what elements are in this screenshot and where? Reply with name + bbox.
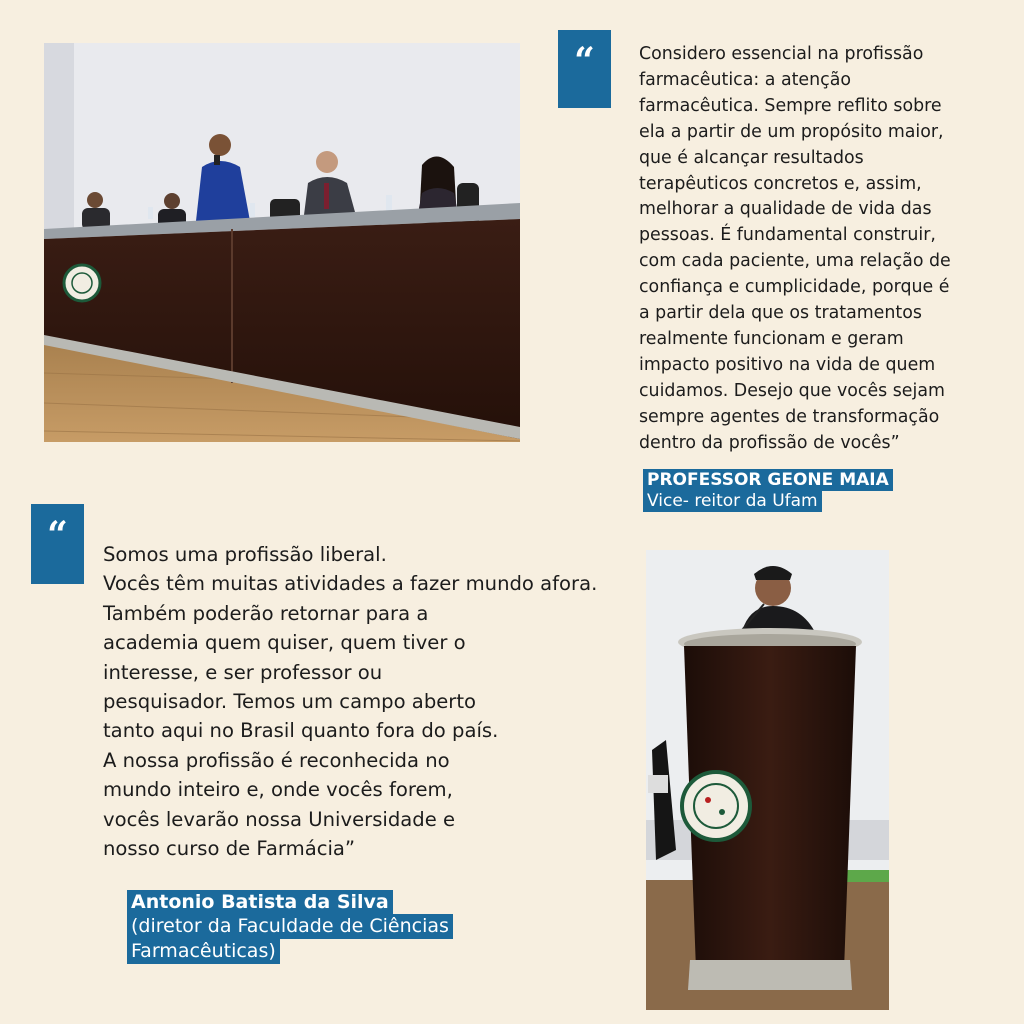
quote-line: Somos uma profissão liberal. — [103, 543, 387, 566]
quote-text-geone — [639, 42, 1001, 457]
quote-line: ela a partir de um propósito maior, — [639, 121, 944, 142]
author-role-antonio-line1: (diretor da Faculdade de Ciências — [127, 914, 453, 939]
photo-podium-speaker — [646, 550, 889, 1010]
quote-line: Vocês têm muitas atividades a fazer mundo afora. — [103, 572, 598, 596]
podium-photo-illustration — [646, 550, 889, 1010]
photo-panel-table — [44, 43, 520, 442]
quote-line: pesquisador. Temos um campo aberto — [103, 690, 477, 714]
quote-line: a partir dela que os tratamentos — [639, 303, 922, 324]
quote-line: impacto positivo na vida de quem — [639, 354, 936, 375]
quote-line: A nossa profissão é reconhecida no — [103, 748, 450, 772]
quote-line: nosso curso de Farmácia” — [103, 837, 356, 861]
author-role-antonio-line2: Farmacêuticas) — [127, 939, 280, 964]
author-name-antonio: Antonio Batista da Silva — [127, 890, 393, 914]
quote-line: Considero essencial na profissão — [639, 44, 924, 64]
quote-line: mundo inteiro e, onde vocês forem, — [103, 778, 453, 802]
quote-line: realmente funcionam e geram — [639, 328, 904, 349]
quote-line: academia quem quiser, quem tiver o — [103, 631, 466, 655]
quote-line: cuidamos. Desejo que vocês sejam — [639, 380, 945, 401]
quote-line: interesse, e ser professor ou — [103, 660, 383, 684]
quote-line: pessoas. É fundamental construir, — [639, 225, 936, 246]
quote-mark-icon: “ — [558, 30, 611, 108]
quote-line: farmacêutica: a atenção — [639, 69, 851, 90]
quote-line: vocês levarão nossa Universidade e — [103, 807, 456, 831]
quote-line: confiança e cumplicidade, porque é — [639, 277, 950, 298]
panel-photo-illustration — [44, 43, 520, 442]
quote-mark-icon: “ — [31, 504, 84, 584]
quote-line: que é alcançar resultados — [639, 147, 864, 168]
author-role-geone: Vice- reitor da Ufam — [643, 491, 822, 512]
quote-line: dentro da profissão de vocês” — [639, 432, 900, 453]
quote-line: Também poderão retornar para a — [103, 601, 429, 625]
author-name-geone: PROFESSOR GEONE MAIA — [643, 469, 893, 491]
quote-line: farmacêutica. Sempre reflito sobre — [639, 95, 942, 116]
quote-line: tanto aqui no Brasil quanto fora do país. — [103, 719, 499, 743]
quote-line: com cada paciente, uma relação de — [639, 251, 951, 272]
quote-line: melhorar a qualidade de vida das — [639, 199, 932, 220]
quote-line: sempre agentes de transformação — [639, 406, 940, 427]
quote-line: terapêuticos concretos e, assim, — [639, 173, 922, 194]
quote-text-antonio — [103, 540, 598, 863]
